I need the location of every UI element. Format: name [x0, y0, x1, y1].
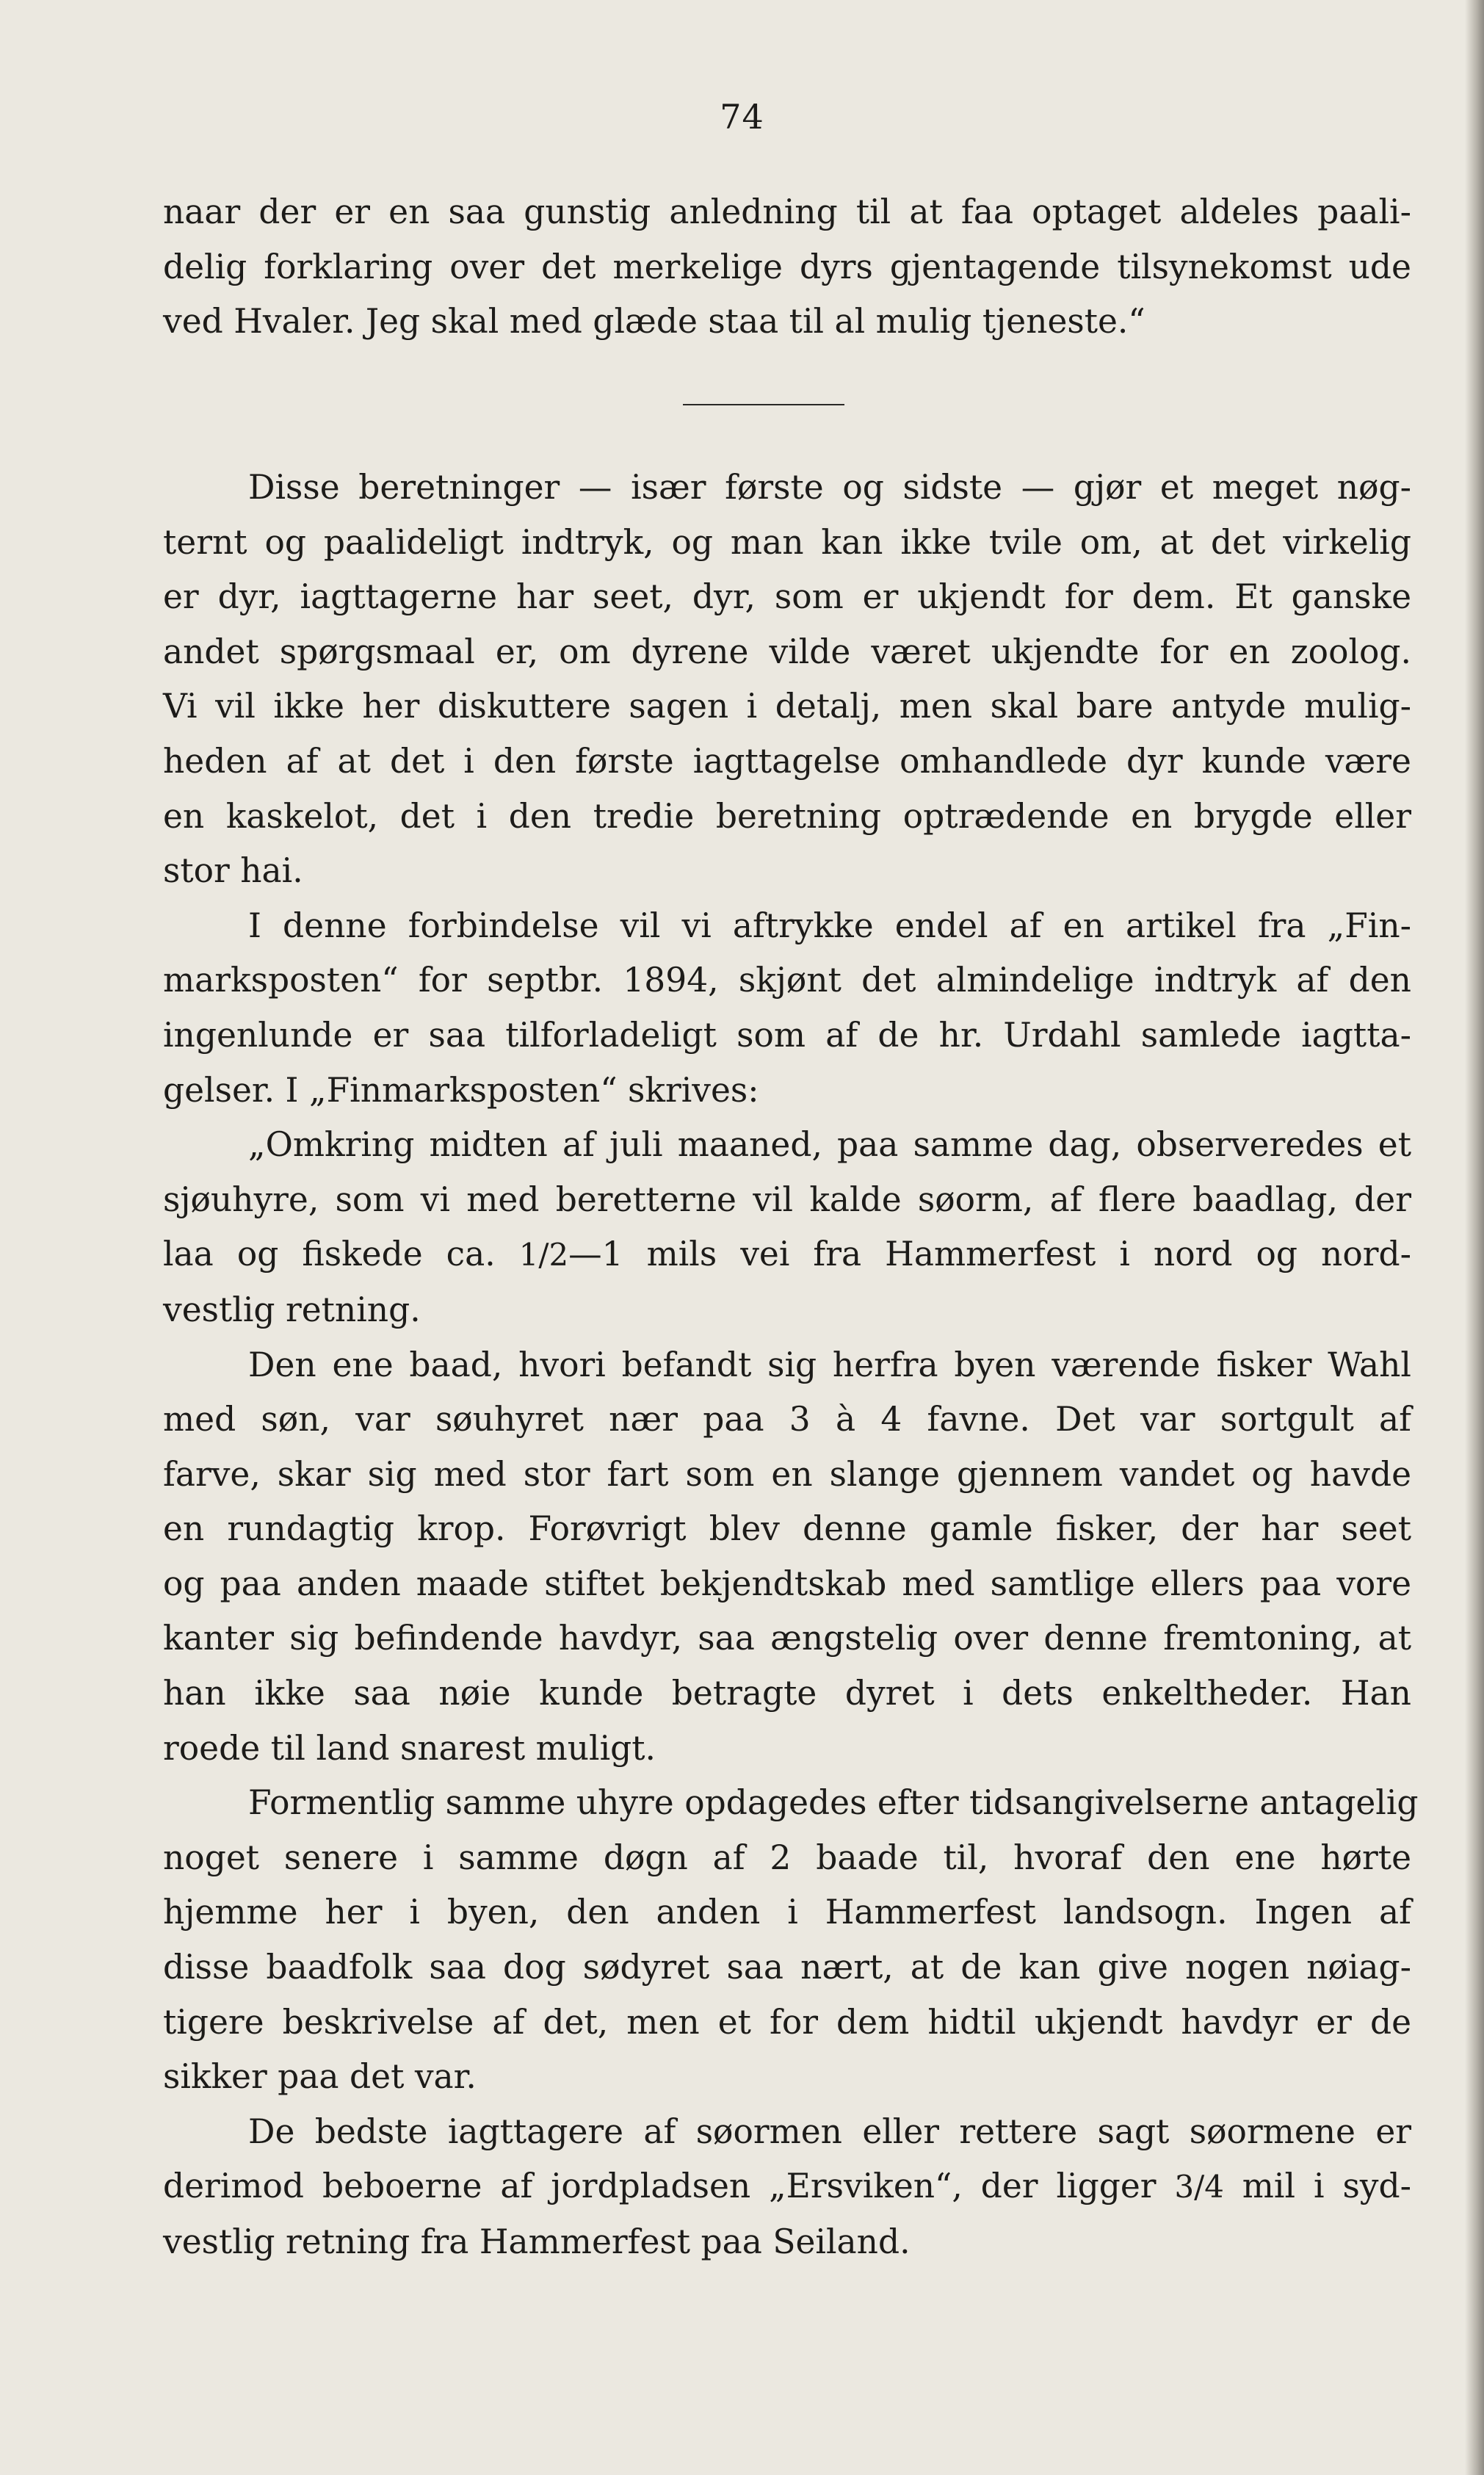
text-line: sikker paa det var. — [163, 2057, 477, 2097]
text-line: han ikke saa nøie kunde betragte dyret i dets enkeltheder. Han — [163, 1674, 1411, 1713]
text-line: ved Hvaler. Jeg skal med glæde staa til al mulig tjeneste.“ — [163, 302, 1145, 342]
text-line: marksposten“ for septbr. 1894, skjønt det almindelige indtryk af den — [163, 961, 1411, 1000]
text-line: en kaskelot, det i den tredie beretning optrædende en brygde eller — [163, 796, 1411, 836]
text-line: vestlig retning fra Hammerfest paa Seiland. — [163, 2222, 911, 2261]
text-line: noget senere i samme døgn af 2 baade til, hvoraf den ene hørte — [163, 1838, 1411, 1877]
text-line: vestlig retning. — [163, 1290, 421, 1329]
text-line: andet spørgsmaal er, om dyrene vilde været ukjendte for en zoolog. — [163, 632, 1411, 671]
text-line: tigere beskrivelse af det, men et for dem hidtil ukjendt havdyr er de — [163, 2002, 1411, 2042]
text-line: farve, skar sig med stor fart som en slange gjennem vandet og havde — [163, 1454, 1411, 1494]
text-line: ternt og paalideligt indtryk, og man kan ikke tvile om, at det virkelig — [163, 522, 1411, 562]
text-line: heden af at det i den første iagttagelse omhandlede dyr kunde være — [163, 741, 1411, 781]
text-line: med søn, var søuhyret nær paa 3 à 4 favne. Det var sortgult af — [163, 1400, 1411, 1439]
text-line: delig forklaring over det merkelige dyrs gjentagende tilsynekomst ude — [163, 247, 1411, 286]
text-line: gelser. I „Finmarksposten“ skrives: — [163, 1070, 759, 1110]
text-line-with-fraction — [163, 2159, 1411, 2215]
text-line: er dyr, iagttagerne har seet, dyr, som er ukjendt for dem. Et ganske — [163, 577, 1411, 617]
text-line: Disse beretninger — især første og sidste — gjør et meget nøg- — [248, 468, 1411, 507]
page-number: 74 — [720, 97, 764, 137]
fraction-half: 1/2 — [518, 1237, 569, 1273]
text-line: naar der er en saa gunstig anledning til at faa optaget aldeles paali- — [163, 192, 1411, 231]
text-line: en rundagtig krop. Forøvrigt blev denne gamle fisker, der har seet — [163, 1509, 1411, 1549]
text-line: „Omkring midten af juli maaned, paa samme dag, observeredes et — [248, 1125, 1411, 1165]
text-line: stor hai. — [163, 851, 303, 891]
text-segment: —1 mils vei fra Hammerfest i nord og nord- — [568, 1235, 1411, 1274]
text-line: sjøuhyre, som vi med beretterne vil kalde søorm, af flere baadlag, der — [163, 1179, 1411, 1219]
section-divider — [683, 404, 844, 405]
text-line: Formentlig samme uhyre opdagedes efter tidsangivelserne antagelig — [248, 1783, 1419, 1823]
text-line: Vi vil ikke her diskuttere sagen i detalj, men skal bare antyde mulig- — [163, 687, 1411, 726]
text-line: ingenlunde er saa tilforladeligt som af de hr. Urdahl samlede iagtta- — [163, 1015, 1411, 1055]
text-line: kanter sig befindende havdyr, saa ængstelig over denne fremtoning, at — [163, 1619, 1411, 1658]
text-line: I denne forbindelse vil vi aftrykke endel af en artikel fra „Fin- — [248, 906, 1411, 945]
text-segment: mil i syd- — [1223, 2167, 1412, 2206]
text-line: disse baadfolk saa dog sødyret saa nært, at de kan give nogen nøiag- — [163, 1948, 1411, 1987]
text-line: roede til land snarest muligt. — [163, 1728, 656, 1768]
page-edge-shadow — [1465, 0, 1484, 2475]
text-line: Den ene baad, hvori befandt sig herfra byen værende fisker Wahl — [248, 1345, 1411, 1384]
text-line: De bedste iagttagere af søormen eller rettere sagt søormene er — [248, 2111, 1411, 2151]
text-line: og paa anden maade stiftet bekjendtskab med samtlige ellers paa vore — [163, 1564, 1411, 1603]
text-segment: laa og fiskede ca. — [163, 1235, 519, 1274]
text-line: hjemme her i byen, den anden i Hammerfest landsogn. Ingen af — [163, 1893, 1411, 1932]
text-line-with-fraction — [163, 1227, 1411, 1283]
text-block-intro — [163, 185, 1411, 350]
text-block-main — [163, 460, 1419, 2270]
text-segment: derimod beboerne af jordpladsen „Ersviken“, der ligger — [163, 2167, 1175, 2206]
fraction-three-quarters: 3/4 — [1174, 2169, 1224, 2205]
